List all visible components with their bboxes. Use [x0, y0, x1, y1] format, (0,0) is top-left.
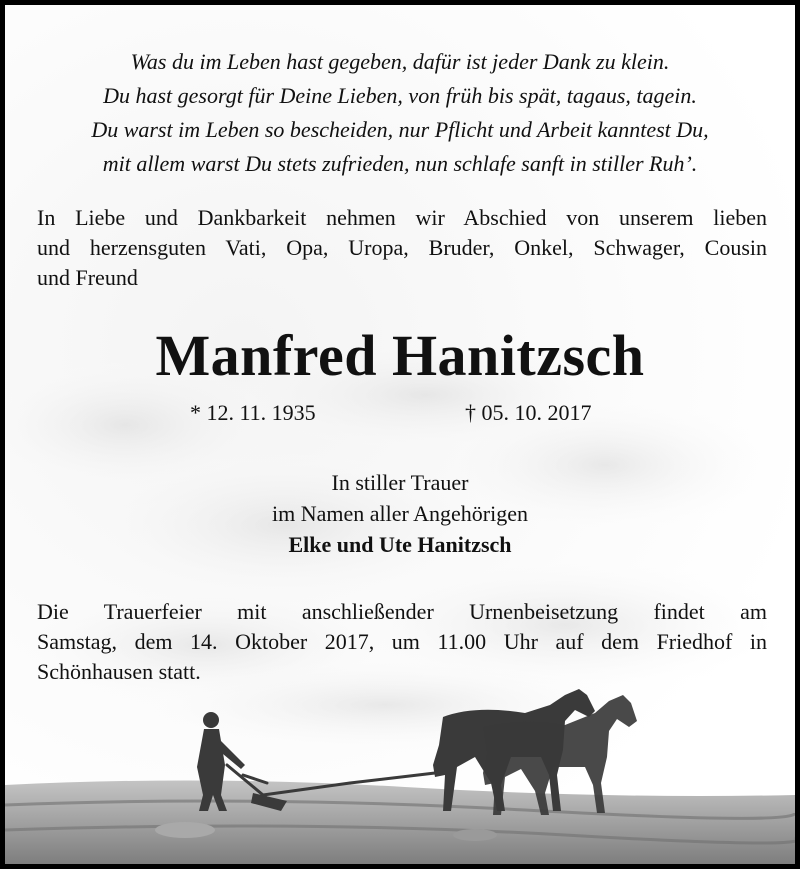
funeral-line: Die Trauerfeier mit anschließender Urnenbeisetzung findet am: [37, 599, 767, 624]
poem-line: Was du im Leben hast gegeben, dafür ist jeder Dank zu klein.: [130, 49, 670, 74]
birth-date: * 12. 11. 1935: [190, 400, 316, 425]
intro-line: In Liebe und Dankbarkeit nehmen wir Abschied von unserem lieben: [37, 205, 767, 230]
family-line: im Namen aller Angehörigen: [272, 501, 528, 526]
intro-line: und Freund: [37, 265, 138, 290]
poem-line: Du warst im Leben so bescheiden, nur Pflicht und Arbeit kanntest Du,: [91, 117, 709, 142]
poem-line: mit allem warst Du stets zufrieden, nun schlafe sanft in stiller Ruh’.: [102, 151, 698, 176]
funeral-line: Samstag, dem 14. Oktober 2017, um 11.00 Uhr auf dem Friedhof in: [37, 629, 767, 654]
poem-line: Du hast gesorgt für Deine Lieben, von früh bis spät, tagaus, tagein.: [103, 83, 697, 108]
mourner-names: Elke und Ute Hanitzsch: [288, 532, 512, 557]
funeral-info: [37, 597, 767, 687]
intro-line: und herzensguten Vati, Opa, Uropa, Bruder, Onkel, Schwager, Cousin: [37, 235, 767, 260]
deceased-name: Manfred Hanitzsch: [155, 323, 645, 388]
death-date: † 05. 10. 2017: [465, 400, 592, 425]
mourning-line: In stiller Trauer: [331, 470, 469, 495]
mourners-block: [5, 467, 795, 560]
funeral-line: Schönhausen statt.: [37, 659, 201, 684]
farewell-intro: [37, 203, 767, 293]
poem: [5, 45, 795, 181]
